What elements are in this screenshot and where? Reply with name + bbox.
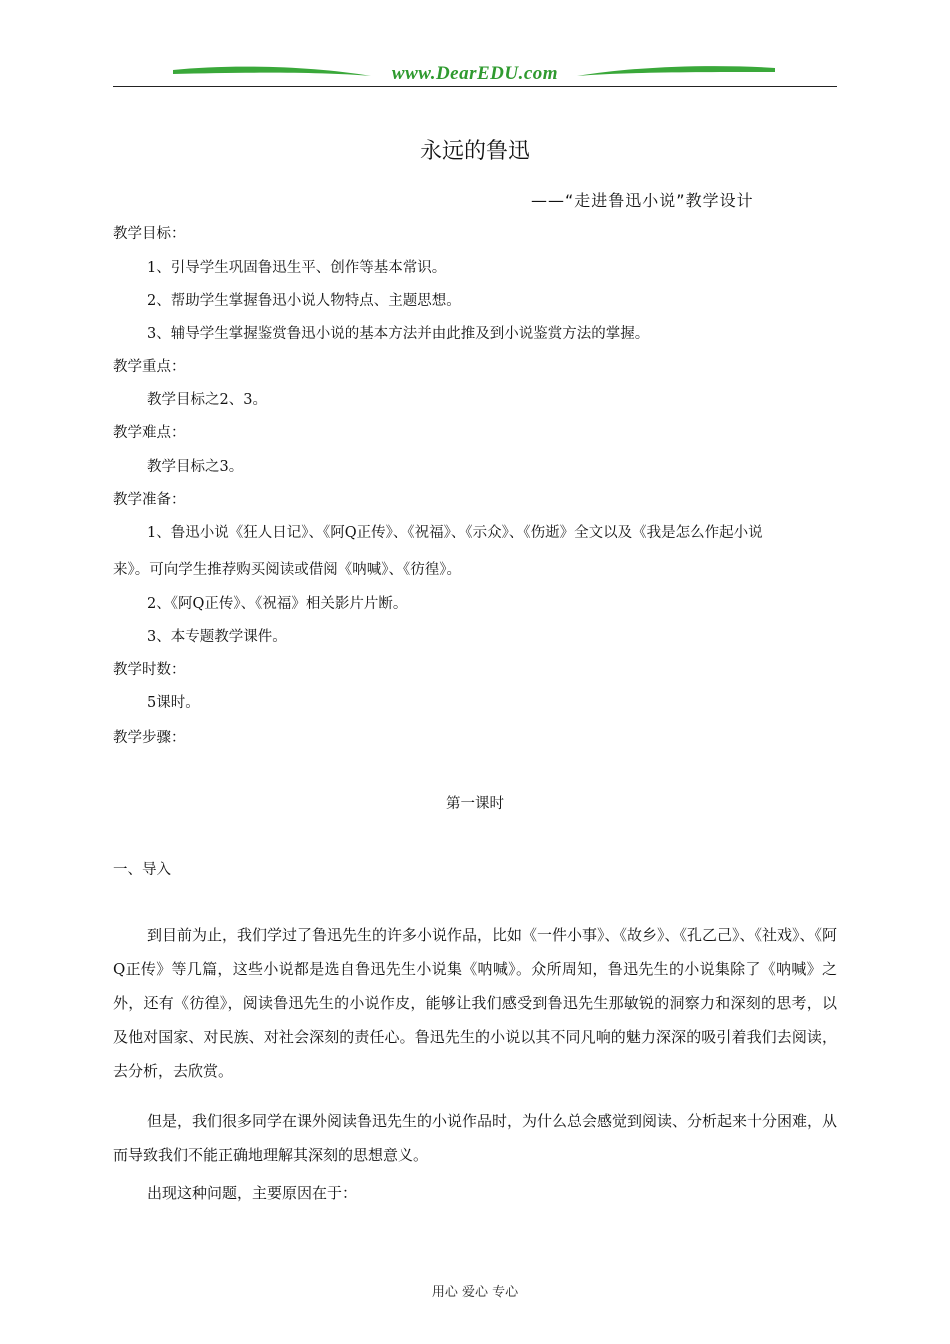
objectives-heading: 教学目标： [113,226,186,242]
key-points-text: 教学目标之2、3。 [147,392,267,408]
paragraph-text: 但是，我们很多同学在课外阅读鲁迅先生的小说作品时，为什么总会感觉到阅读、分析起来十分困难，从而导致我们不能正确地理解其深刻的思想意义。 [113,1112,838,1164]
paragraph-text: 出现这种问题，主要原因在于： [147,1184,358,1202]
preparation-heading: 教学准备： [113,492,186,508]
objective-item: 2、帮助学生掌握鲁迅小说人物特点、主题思想。 [147,293,461,309]
part-heading: 一、导入 [113,862,171,878]
objective-item: 1、引导学生巩固鲁迅生平、创作等基本常识。 [147,260,447,276]
page-header [113,60,837,90]
steps-heading: 教学步骤： [113,730,186,746]
intro-paragraph [113,918,837,1088]
hours-text: 5课时。 [147,695,200,711]
intro-paragraph [113,1104,837,1172]
document-title: 永远的鲁迅 [419,139,530,164]
key-points-heading: 教学重点： [113,359,186,375]
document-subtitle: ——“走进鲁迅小说”教学设计 [531,191,754,210]
page-footer: 用心 爱心 专心 [431,1285,519,1300]
logo-text: www.DearEDU.com [391,63,559,84]
preparation-item: 1、鲁迅小说《狂人日记》、《阿Q正传》、《祝福》、《示众》、《伤逝》全文以及《我是怎么作起小说 [147,525,763,541]
preparation-item-continued: 来》。可向学生推荐购买阅读或借阅《呐喊》、《彷徨》。 [113,562,461,578]
difficulties-text: 教学目标之3。 [147,459,244,475]
objective-item: 3、辅导学生掌握鉴赏鲁迅小说的基本方法并由此推及到小说鉴赏方法的掌握。 [147,326,650,342]
preparation-item: 2、《阿Q正传》、《祝福》相关影片片断。 [147,596,408,612]
hours-heading: 教学时数： [113,662,186,678]
header-rule [113,86,837,87]
difficulties-heading: 教学难点： [113,425,186,441]
paragraph-text: 到目前为止，我们学过了鲁迅先生的许多小说作品，比如《一件小事》、《故乡》、《孔乙己》、《社戏》、《阿Q正传》等几篇，这些小说都是选自鲁迅先生小说集《呐喊》。众所周知，鲁迅先生的小说集除了《呐喊》之外，还有《彷徨》，阅读鲁迅先生的小说作皮，能够让我们感受到鲁迅先生那敏锐的洞察力和深刻的思考，以及他对国家、对民族、对社会深刻的责任心。鲁迅先生的小说以其不同凡响的魅力深深的吸引着我们去阅读，去分析，去欣赏。 [113,926,838,1080]
preparation-item: 3、本专题教学课件。 [147,629,287,645]
lesson-title: 第一课时 [446,796,504,812]
intro-paragraph [113,1176,837,1210]
